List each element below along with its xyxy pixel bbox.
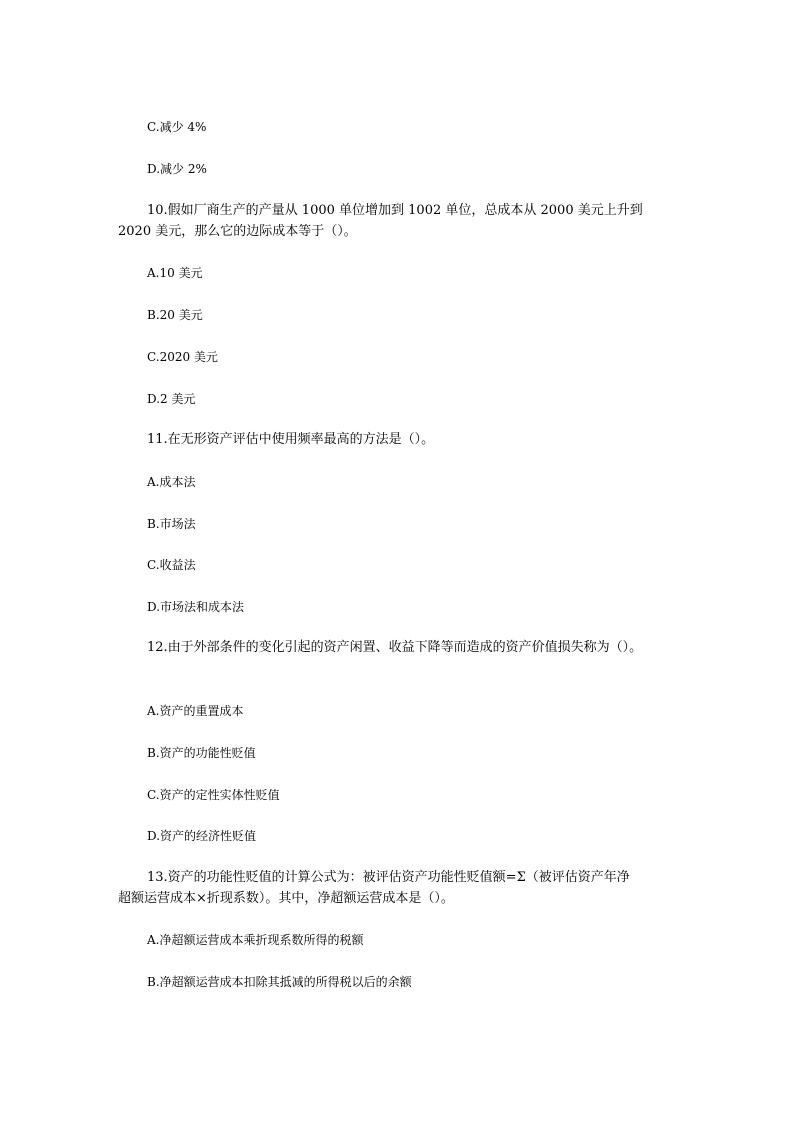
question-13-option-b: B.净超额运营成本扣除其抵减的所得税以后的余额 — [147, 975, 412, 989]
question-11-option-d: D.市场法和成本法 — [147, 600, 245, 614]
question-13-line-1: 13.资产的功能性贬值的计算公式为：被评估资产功能性贬值额=Σ（被评估资产年净 — [147, 870, 630, 885]
question-11-option-c: C.收益法 — [147, 558, 196, 572]
question-13-line-2: 超额运营成本×折现系数）。其中，净超额运营成本是（）。 — [118, 891, 454, 906]
question-11-option-a: A.成本法 — [147, 475, 196, 489]
question-12-option-d: D.资产的经济性贬值 — [147, 829, 257, 843]
question-12: 12.由于外部条件的变化引起的资产闲置、收益下降等而造成的资产价值损失称为（）。 — [147, 640, 643, 655]
question-10-option-b: B.20 美元 — [147, 308, 203, 322]
question-10-option-d: D.2 美元 — [147, 392, 196, 406]
question-10-line-1: 10.假如厂商生产的产量从 1000 单位增加到 1002 单位，总成本从 2000 美元上升到 — [147, 203, 643, 218]
question-10-option-a: A.10 美元 — [147, 266, 203, 280]
question-13-option-a: A.净超额运营成本乘折现系数所得的税额 — [147, 933, 364, 947]
question-12-option-c: C.资产的定性实体性贬值 — [147, 788, 280, 802]
option-c: C.减少 4% — [147, 120, 207, 134]
question-11: 11.在无形资产评估中使用频率最高的方法是（）。 — [147, 432, 435, 447]
option-d: D.减少 2% — [147, 162, 207, 176]
question-10-line-2: 2020 美元，那么它的边际成本等于（）。 — [118, 224, 357, 239]
question-12-option-a: A.资产的重置成本 — [147, 704, 244, 718]
question-11-option-b: B.市场法 — [147, 517, 196, 531]
question-10-option-c: C.2020 美元 — [147, 350, 218, 364]
question-12-option-b: B.资产的功能性贬值 — [147, 746, 256, 760]
